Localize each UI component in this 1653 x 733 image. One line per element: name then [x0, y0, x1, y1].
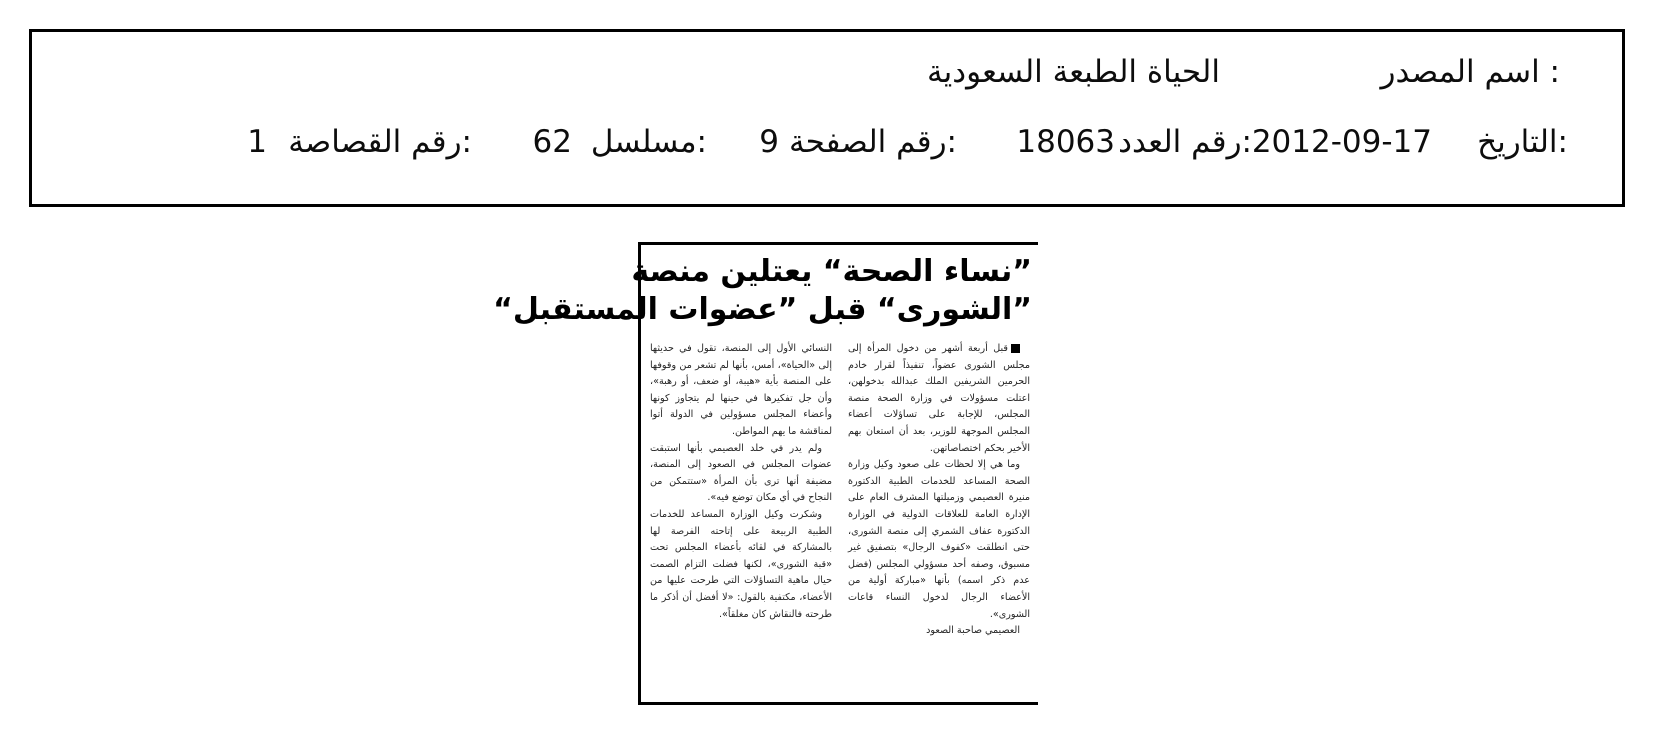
- clip-value: 1: [247, 124, 267, 160]
- article-column-right: [848, 341, 1030, 695]
- clip-label: رقم القصاصة:: [288, 124, 472, 160]
- article-paragraph: وما هي إلا لحظات على صعود وكيل وزارة الصحة المساعد للخدمات الطبية الدكتورة منيرة العصيمي وزميلتها المشرف العام على الإدارة العامة للعلاقات الدولية في الوزارة الدكتورة عفاف الشمري إلى منصة الشورى، حتى انطلقت «كفوف الرجال» بتصفيق غير مسبوق، وصفه أحد مسؤولي المجلس (فضل عدم ذكر اسمه) بأنها «مباركة أولية من الأعضاء الرجال لدخول النساء قاعات الشورى».: [848, 459, 1030, 620]
- source-label: اسم المصدر :: [1380, 54, 1560, 90]
- newspaper-clipping: [493, 242, 1038, 705]
- article-paragraph: ولم يدر في خلد العصيمي بأنها استبقت عضوات المجلس في الصعود إلى المنصة، مضيفة أنها ترى بأن المرأة «ستتمكن من النجاح في أي مكان توضع فيه».: [650, 442, 832, 504]
- issue-label: رقم العدد:: [1118, 124, 1252, 160]
- article-paragraph: النسائي الأول إلى المنصة، تقول في حديثها إلى «الحياة»، أمس، بأنها لم تشعر من وقوفها على المنصة بأية «هيبة، أو ضعف، أو رهبة»، وأن جل تفكيرها في حينها لم يتجاوز كونها وأعضاء المجلس مسؤولين في الدولة أتوا لمناقشة ما يهم المواطن.: [650, 343, 832, 437]
- source-value: الحياة الطبعة السعودية: [927, 54, 1220, 90]
- page-value: 9: [759, 124, 779, 160]
- issue-value: 18063: [1016, 124, 1115, 160]
- serial-label: مسلسل:: [590, 124, 707, 160]
- bullet-square-icon: [1011, 344, 1020, 353]
- article-paragraph: العصيمي صاحبة الصعود: [926, 625, 1020, 637]
- headline-line-1: ”نساء الصحة“ يعتلين منصة: [631, 254, 1032, 289]
- metadata-box: [29, 29, 1625, 207]
- serial-value: 62: [532, 124, 572, 160]
- article-paragraph: قبل أربعة أشهر من دخول المرأة إلى مجلس الشورى عضواً، تنفيذاً لقرار خادم الحرمين الشريفين الملك عبدالله بدخولهن، اعتلت مسؤولات في وزارة الصحة منصة المجلس، للإجابة على تساؤلات أعضاء المجلس الموجهة للوزير، بعد أن استعان بهم الأخير بحكم اختصاصاتهن.: [848, 343, 1030, 454]
- article-paragraph: وشكرت وكيل الوزارة المساعد للخدمات الطبية الربيعة على إتاحته الفرصة لها بالمشاركة في لقائه بأعضاء المجلس تحت «قبة الشورى»، لكنها فضلت التزام الصمت حيال ماهية التساؤلات التي طرحت عليها من الأعضاء، مكتفية بالقول: «لا أفضل أن أذكر ما طرحته فالنقاش كان مغلقاً».: [650, 508, 832, 620]
- date-value: 2012-09-17: [1251, 124, 1432, 160]
- date-label: التاريخ:: [1477, 124, 1568, 160]
- headline-line-2: ”الشورى“ قبل ”عضوات المستقبل“: [493, 292, 1032, 327]
- page-label: رقم الصفحة:: [789, 124, 957, 160]
- article-column-left: [650, 341, 832, 695]
